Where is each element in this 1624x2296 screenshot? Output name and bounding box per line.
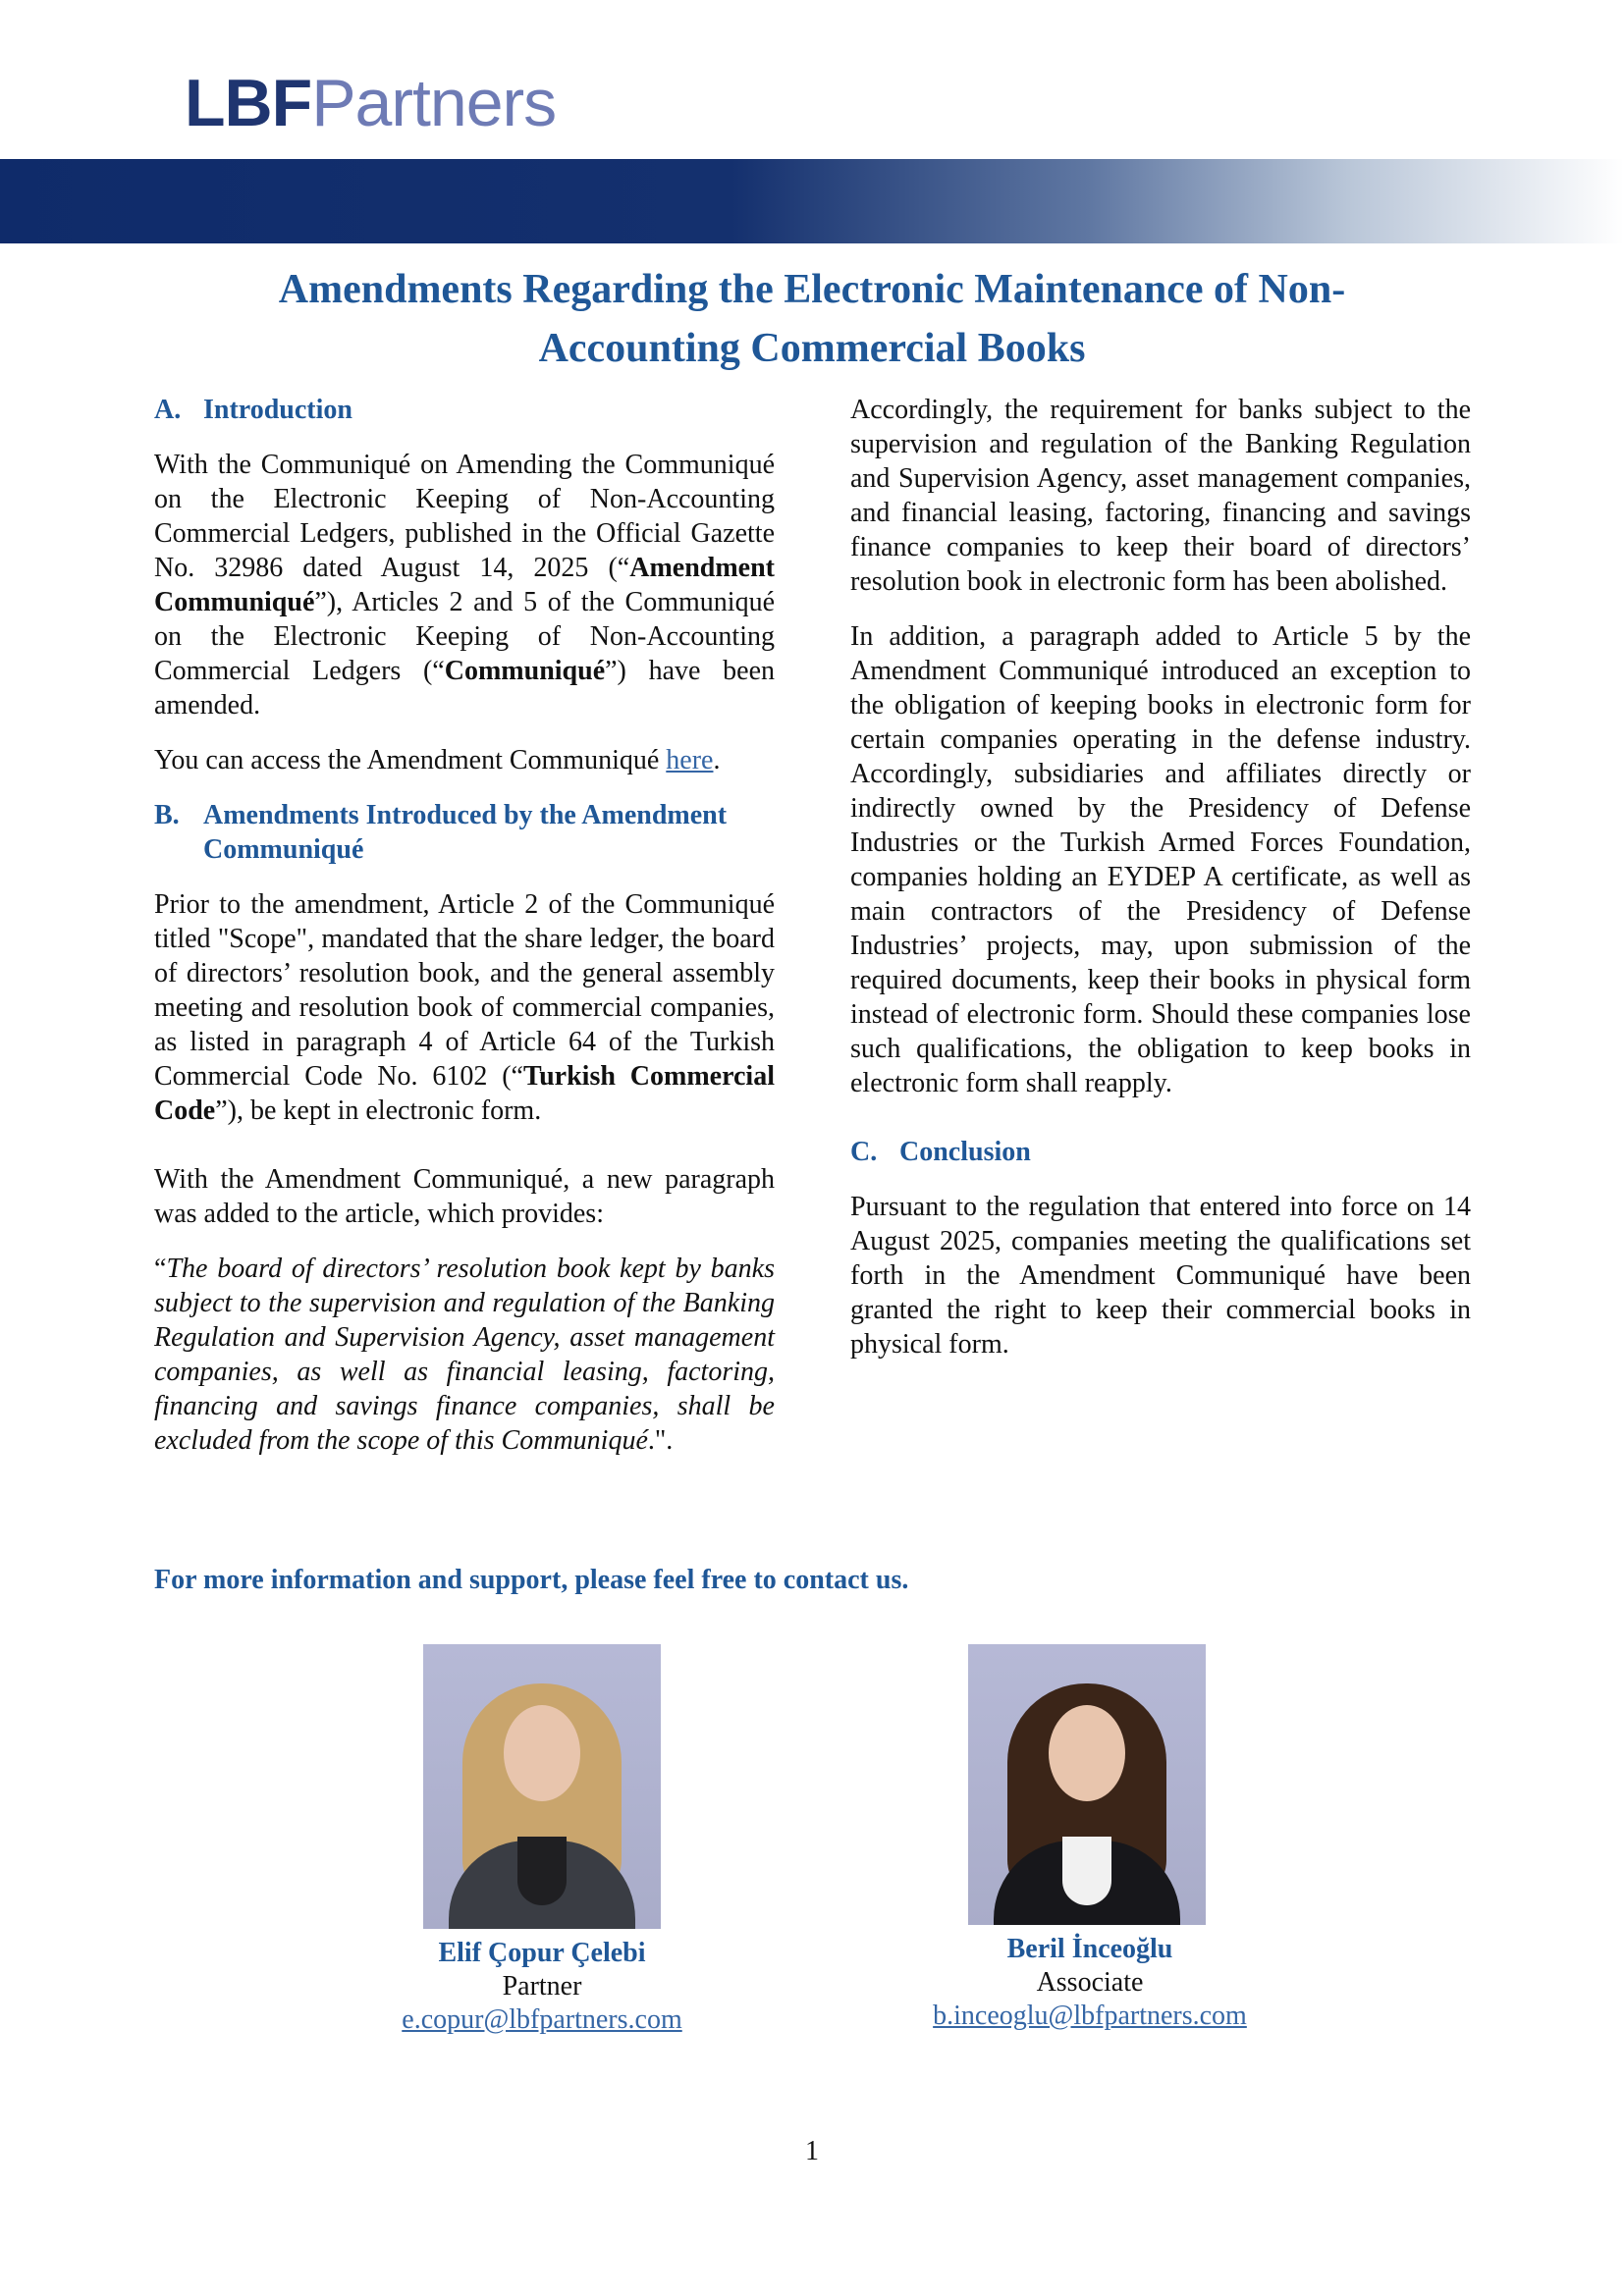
person-photo: [968, 1644, 1206, 1925]
intro-text-1: With the Communiqué on Amending the Communiqué on the Electronic Keeping of Non-Accounting Commercial Ledgers, published in the Official Gazette No. 32986 dated August 14, 2025 (“: [154, 450, 775, 583]
person-email-link[interactable]: e.copur@lbfpartners.com: [402, 2004, 682, 2035]
person-card: [884, 1644, 1296, 2033]
header-banner: [0, 159, 1624, 243]
person-photo: [423, 1644, 661, 1929]
page-number: 1: [805, 2136, 819, 2166]
logo-text-light: Partners: [311, 66, 557, 140]
defense-paragraph: In addition, a paragraph added to Article 5 by the Amendment Communiqué introduced an exception to the obligation of keeping books in electronic form for certain companies operating in the defense industry. Accordingly, subsidiaries and affiliates directly or indirectly owned by the Presidency of Defense Industries or the Turkish Armed Forces Foundation, companies holding an EYDEP A certificate, as well as main contractors of the Presidency of Defense Industries’ projects, may, upon submission of the required documents, keep their books in physical form instead of electronic form. Should these companies lose such qualifications, the obligation to keep books in electronic form shall reapply.: [850, 621, 1471, 1098]
person-role: Partner: [502, 1971, 582, 2002]
person-email-link[interactable]: b.inceoglu@lbfpartners.com: [933, 2001, 1247, 2031]
intro-text-3: ”) have been amended.: [154, 656, 775, 721]
section-a-letter: A.: [154, 395, 182, 425]
intro-bold-2: Communiqué: [444, 656, 606, 686]
section-b-letter: B.: [154, 800, 180, 830]
blank-line: [850, 1100, 1471, 1135]
right-column: [850, 393, 1471, 1382]
new-paragraph-intro: With the Amendment Communiqué, a new paragraph was added to the article, which provides:: [154, 1164, 775, 1229]
section-b-title: Amendments Introduced by the Amendment Communiqué: [203, 800, 728, 865]
prior-amendment-paragraph: [154, 887, 775, 1128]
prior-text-2: ”), be kept in electronic form.: [215, 1095, 542, 1126]
access-paragraph: [154, 743, 775, 777]
section-a-title: Introduction: [203, 395, 352, 425]
prior-bold-1: Turkish Commercial Code: [154, 1061, 775, 1126]
intro-bold-1: Amendment Communiqué: [154, 553, 775, 617]
section-b-heading: [154, 798, 775, 867]
person-role: Associate: [1036, 1967, 1144, 1998]
company-logo: [185, 66, 557, 140]
quote-open: “: [154, 1254, 167, 1284]
quote-text: The board of directors’ resolution book kept by banks subject to the supervision and regulation of the Banking Regulation and Supervision Agency, asset management companies, as well as financial leasing, factoring, financing and savings finance companies, shall be excluded from the scope of this Communiqué: [154, 1254, 775, 1456]
document-title: Amendments Regarding the Electronic Maintenance of Non-Accounting Commercial Books: [278, 267, 1346, 371]
person-card: [336, 1644, 748, 2037]
person-name: Elif Çopur Çelebi: [438, 1938, 646, 1968]
section-c-heading: [850, 1135, 1471, 1169]
banks-paragraph: Accordingly, the requirement for banks subject to the supervision and regulation of the Banking Regulation and Supervision Agency, asset management companies, and financial leasing, factoring, financing and savings finance companies to keep their board of directors’ resolution book in electronic form has been abolished.: [850, 395, 1471, 597]
quoted-provision: [154, 1252, 775, 1458]
quote-close: .".: [647, 1425, 674, 1456]
here-link[interactable]: here: [666, 745, 714, 775]
section-c-title: Conclusion: [899, 1137, 1031, 1167]
intro-text-2: ”), Articles 2 and 5 of the Communiqué on the Electronic Keeping of Non-Accounting Commercial Ledgers (“: [154, 587, 775, 686]
section-c-letter: C.: [850, 1137, 878, 1167]
access-end: .: [713, 745, 721, 775]
conclusion-paragraph: Pursuant to the regulation that entered into force on 14 August 2025, companies meeting the qualifications set forth in the Amendment Communiqué have been granted the right to keep their commercial books in physical form.: [850, 1192, 1471, 1360]
contact-line: For more information and support, please feel free to contact us.: [154, 1565, 909, 1595]
person-name: Beril İnceoğlu: [1006, 1934, 1173, 1964]
blank-line: [154, 1128, 775, 1162]
intro-paragraph: [154, 448, 775, 722]
access-text: You can access the Amendment Communiqué: [154, 745, 667, 775]
section-a-heading: [154, 393, 775, 427]
left-column: [154, 393, 775, 1478]
logo-text-bold: LBF: [185, 66, 312, 140]
prior-text-1: Prior to the amendment, Article 2 of the Communiqué titled "Scope", mandated that the share ledger, the board of directors’ resolution book, and the general assembly meeting and resolution book of commercial companies, as listed in paragraph 4 of Article 64 of the Turkish Commercial Code No. 6102 (“: [154, 889, 775, 1092]
